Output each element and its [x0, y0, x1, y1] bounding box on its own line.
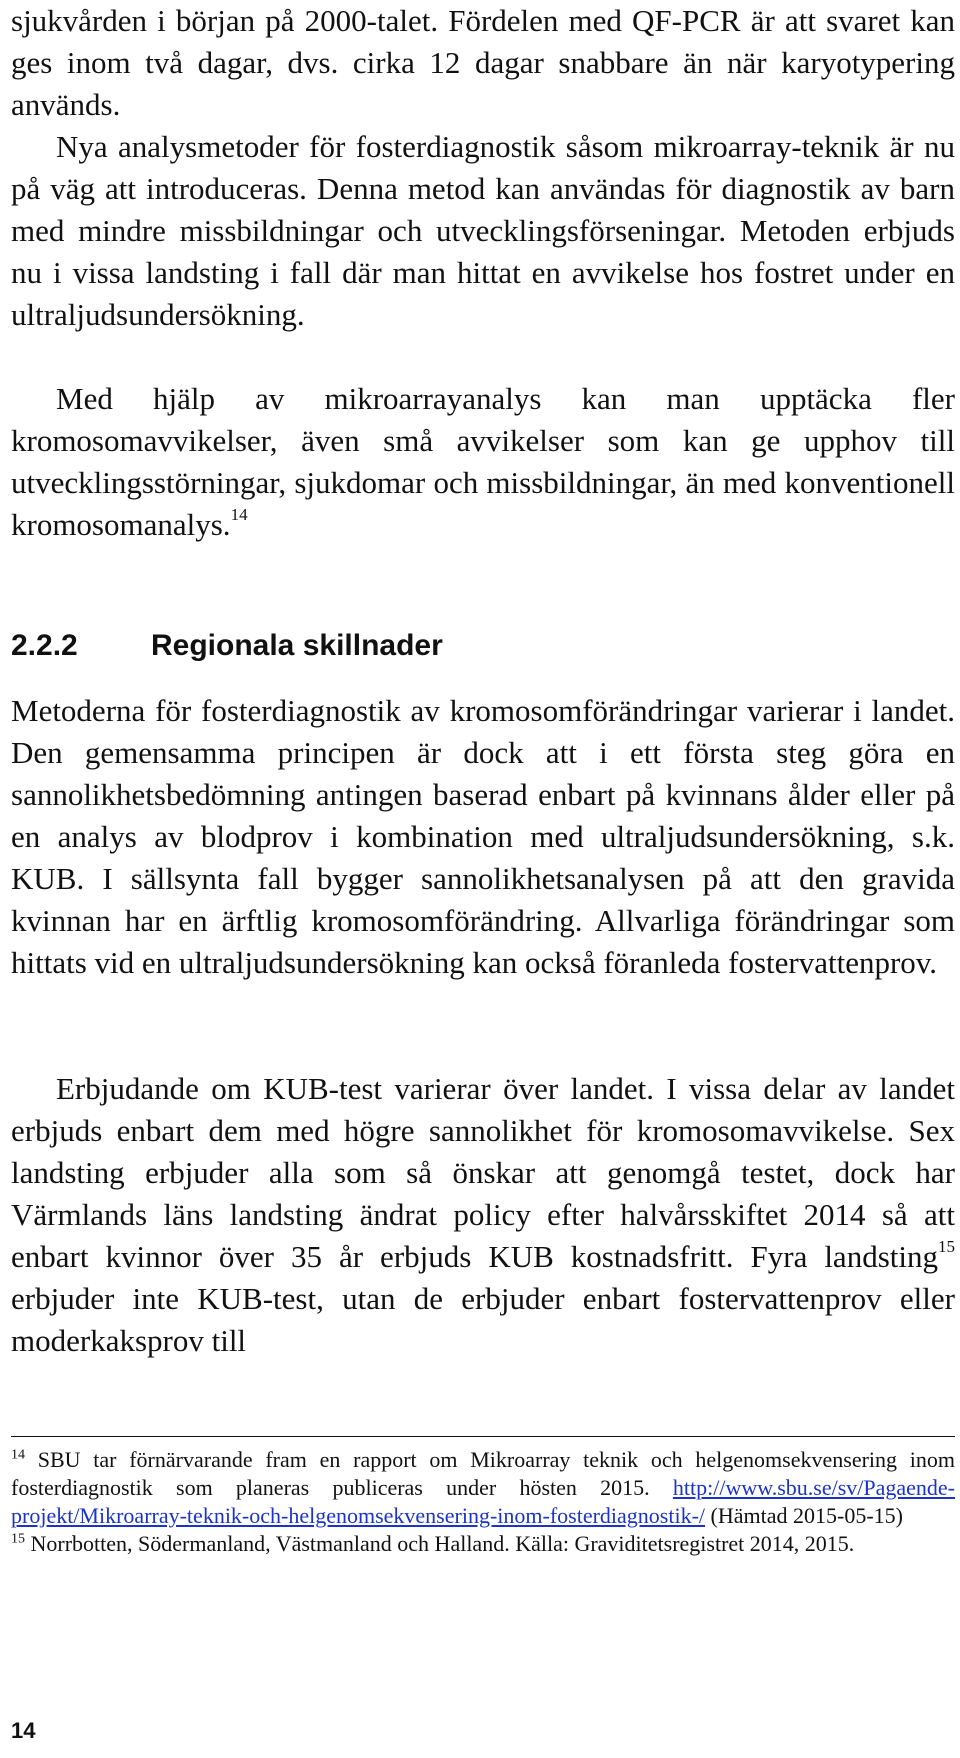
footnote-14-text: SBU tar förnärvarande fram en rapport om Mikroarray teknik och helgenomsekvensering inom fosterdiagnostik som planeras publiceras under hösten 2015.	[11, 1447, 955, 1500]
section-heading	[11, 623, 955, 669]
paragraph-qf-pcr-text: sjukvården i början på 2000-talet. Fördelen med QF-PCR är att svaret kan ges inom två dagar, dvs. cirka 12 dagar snabbare än när karyotypering används.	[11, 3, 955, 122]
footnote-14-link[interactable]: http://www.sbu.se/sv/Pagaende-projekt/Mikroarray-teknik-och-helgenomsekvensering-inom-fosterdiagnostik-/	[11, 1475, 955, 1528]
section-title: Regionala skillnader	[151, 629, 443, 662]
paragraph-kub-text-1: Erbjudande om KUB-test varierar över landet. I vissa delar av landet erbjuds enbart dem med högre sannolikhet för kromosomavvikelse. Sex landsting erbjuder alla som så önskar att genomgå testet, dock har Värmlands läns landsting ändrat policy efter halvårsskiftet 2014 så att enbart kvinnor över 35 år erbjuds KUB kostnadsfritt. Fyra landsting	[11, 1071, 955, 1274]
paragraph-microarray-text: Med hjälp av mikroarrayanalys kan man upptäcka fler kromosomavvikelser, även små avvikelser som kan ge upphov till utvecklingsstörningar, sjukdomar och missbildningar, än med konventionell kromosomanalys.	[11, 381, 955, 542]
paragraph-methods-vary	[11, 690, 955, 984]
paragraph-microarray	[11, 378, 955, 546]
footnote-14-retrieved: (Hämtad 2015-05-15)	[705, 1503, 903, 1528]
paragraph-qf-pcr	[11, 0, 955, 126]
paragraph-new-methods	[11, 126, 955, 336]
footnote-reference-15[interactable]: 15	[938, 1236, 955, 1256]
paragraph-kub-text-2: erbjuder inte KUB-test, utan de erbjuder enbart fostervattenprov eller moderkaksprov till	[11, 1281, 955, 1358]
paragraph-kub	[11, 1068, 955, 1362]
footnote-15	[11, 1530, 955, 1558]
footnotes	[11, 1446, 955, 1558]
footnote-15-text: Norrbotten, Södermanland, Västmanland och Halland. Källa: Graviditetsregistret 2014, 2015.	[25, 1531, 855, 1556]
footnote-15-marker: 15	[11, 1531, 25, 1547]
footnote-reference-14[interactable]: 14	[230, 504, 248, 524]
paragraph-new-methods-text: Nya analysmetoder för fosterdiagnostik såsom mikroarray-teknik är nu på väg att introduceras. Denna metod kan användas för diagnostik av barn med mindre missbildningar och utvecklingsförseningar. Metoden erbjuds nu i vissa landsting i fall där man hittat en avvikelse hos fostret under en ultraljudsundersökning.	[11, 129, 955, 332]
paragraph-methods-vary-text: Metoderna för fosterdiagnostik av kromosomförändringar varierar i landet. Den gemensamma principen är dock att i ett första steg göra en sannolikhetsbedömning antingen baserad enbart på kvinnans ålder eller på en analys av blodprov i kombination med ultraljudsundersökning, s.k. KUB. I sällsynta fall bygger sannolikhetsanalysen på att den gravida kvinnan har en ärftlig kromosomförändring. Allvarliga förändringar som hittats vid en ultraljudsundersökning kan också föranleda fostervattenprov.	[11, 693, 955, 980]
footnote-14	[11, 1446, 955, 1530]
footnote-14-marker: 14	[11, 1447, 25, 1463]
page-number: 14	[11, 1718, 36, 1743]
footnote-divider	[11, 1436, 955, 1437]
section-number: 2.2.2	[11, 629, 78, 662]
